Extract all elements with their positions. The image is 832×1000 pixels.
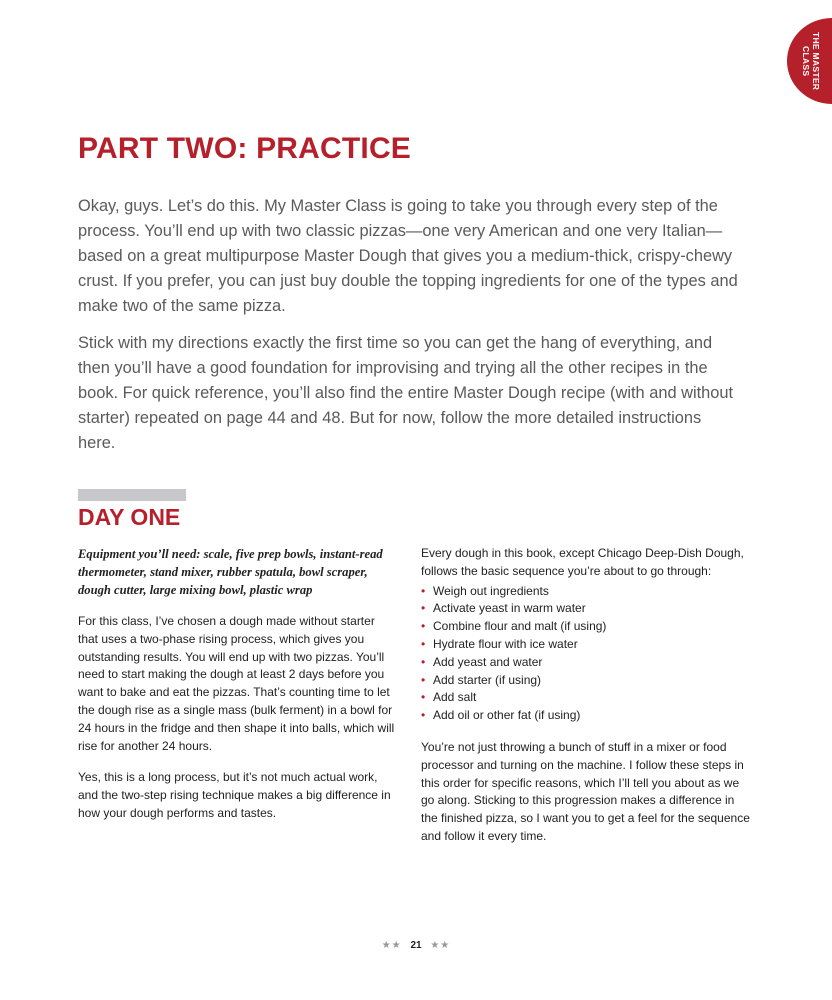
star-icon: ★★ [430,940,451,951]
section-tab-label: THE MASTER CLASS [801,31,821,91]
page-footer [0,940,832,951]
left-column [78,545,398,837]
page-number: 21 [410,940,422,951]
left-paragraph-2: Yes, this is a long process, but it’s not much actual work, and the two-step rising technique makes a big difference in how your dough performs and tastes. [78,770,391,820]
equipment-list: Equipment you’ll need: scale, five prep bowls, instant-read thermometer, stand mixer, rubber spatula, bowl scraper, dough cutter, large mixing bowl, plastic wrap [78,547,383,597]
list-item: • Add starter (if using) [421,672,751,690]
intro-paragraph-1: Okay, guys. Let’s do this. My Master Class is going to take you through every step of the process. You’ll end up with two classic pizzas—one very American and one very Italian—based on a great multipurpose Master Dough that gives you a medium-thick, crispy-chewy crust. If you prefer, you can just buy double the topping ingredients for one of the types and make two of the same pizza. [78,197,738,315]
section-divider-bar [78,489,186,501]
list-item: • Hydrate flour with ice water [421,636,751,654]
sequence-intro: Every dough in this book, except Chicago Deep-Dish Dough, follows the basic sequence you’re about to go through: [421,546,744,578]
section-tab-label-wrap [792,26,830,96]
right-column [421,545,751,860]
sequence-closing: You’re not just throwing a bunch of stuff in a mixer or food processor and turning on the machine. I follow these steps in this order for specific reasons, which I’ll tell you about as we go along. Sticking to this progression makes a difference in the finished pizza, so I want you to get a feel for the sequence and follow it every time. [421,739,750,843]
list-item: • Combine flour and malt (if using) [421,618,751,636]
day-title: DAY ONE [78,504,181,530]
sequence-steps [421,583,751,725]
list-item: • Activate yeast in warm water [421,600,751,618]
left-paragraph-1: For this class, I’ve chosen a dough made without starter that uses a two-phase rising process, which gives you outstanding results. You will end up with two pizzas. You’ll need to start making the dough at least 2 days before you want to bake and eat the pizzas. That’s counting time to let the dough rise as a single mass (bulk ferment) in a bowl for 24 hours in the fridge and then shape it into balls, which will rise for another 24 hours. [78,614,395,753]
list-item: • Add oil or other fat (if using) [421,707,751,725]
part-title: PART TWO: PRACTICE [78,132,412,165]
list-item: • Weigh out ingredients [421,583,751,601]
list-item: • Add salt [421,689,751,707]
star-icon: ★★ [381,940,402,951]
intro-paragraph-2: Stick with my directions exactly the first time so you can get the hang of everything, and then you’ll have a good foundation for improvising and trying all the other recipes in the book. For quick reference, you’ll also find the entire Master Dough recipe (with and without starter) repeated on page 44 and 48. But for now, follow the more detailed instructions here. [78,334,734,452]
list-item: • Add yeast and water [421,654,751,672]
